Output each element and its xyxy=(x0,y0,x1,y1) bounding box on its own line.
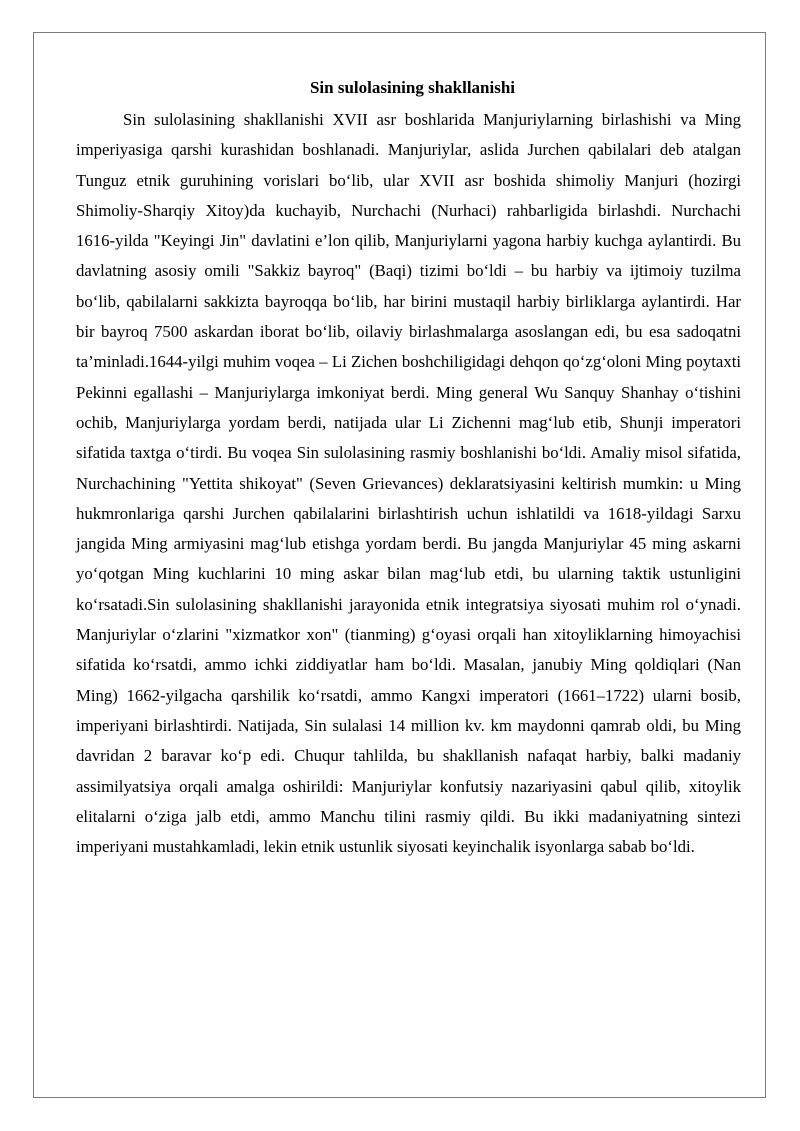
document-title: Sin sulolasining shakllanishi xyxy=(309,78,516,97)
document-body-paragraph: Sin sulolasining shakllanishi XVII asr boshlarida Manjuriylarning birlashishi va Ming imperiyasiga qarshi kurashidan boshlanadi. Manjuriylar, aslida Jurchen qabilalari deb atalgan Tunguz etnik guruhining vorislari bo‘lib, ular XVII asr boshida shimoliy Manjuri (hozirgi Shimoliy-Sharqiy Xitoy)da kuchayib, Nurchachi (Nurhaci) rahbarligida birlashdi. Nurchachi 1616-yilda "Keyingi Jin" davlatini e’lon qilib, Manjuriylarni yagona harbiy kuchga aylantirdi. Bu davlatning asosiy omili "Sakkiz bayroq" (Baqi) tizimi bo‘ldi – bu harbiy va ijtimoiy tuzilma bo‘lib, qabilalarni sakkizta bayroqqa bo‘lib, har birini mustaqil harbiy birliklarga aylantirdi. Har bir bayroq 7500 askardan iborat bo‘lib, oilaviy birlashmalarga asoslangan edi, bu esa sadoqatni ta’minladi.1644-yilgi muhim voqea – Li Zichen boshchiligidagi dehqon qo‘zg‘oloni Ming poytaxti Pekinni egallashi – Manjuriylarga imkoniyat berdi. Ming general Wu Sanquy Shanhay o‘tishini ochib, Manjuriylarga yordam berdi, natijada ular Li Zichenni mag‘lub etib, Shunji imperatori sifatida taxtga o‘tirdi. Bu voqea Sin sulolasining rasmiy boshlanishi bo‘ldi. Amaliy misol sifatida, Nurchachining "Yettita shikoyat" (Seven Grievances) deklaratsiyasini keltirish mumkin: u Ming hukmronlariga qarshi Jurchen qabilalarini birlashtirish uchun ishlatildi va 1618-yildagi Sarxu jangida Ming armiyasini mag‘lub etishga yordam berdi. Bu jangda Manjuriylar 45 ming askarni yo‘qotgan Ming kuchlarini 10 ming askar bilan mag‘lub etdi, bu ularning taktik ustunligini ko‘rsatadi.Sin sulolasining shakllanishi jarayonida etnik integratsiya siyosati muhim rol o‘ynadi. Manjuriylar o‘zlarini "xizmatkor xon" (tianming) g‘oyasi orqali han xitoyliklarning himoyachisi sifatida ko‘rsatdi, ammo ichki ziddiyatlar ham bo‘ldi. Masalan, janubiy Ming qoldiqlari (Nan Ming) 1662-yilgacha qarshilik ko‘rsatdi, ammo Kangxi imperatori (1661–1722) ularni bosib, imperiyani birlashtirdi. Natijada, Sin sulalasi 14 million kv. km maydonni qamrab oldi, bu Ming davridan 2 baravar ko‘p edi. Chuqur tahlilda, bu shakllanish nafaqat harbiy, balki madaniy assimilyatsiya orqali amalga oshirildi: Manjuriylar konfutsiy nazariyasini qabul qilib, xitoylik elitalarni o‘ziga jalb etdi, ammo Manchu tilini rasmiy qildi. Bu ikki madaniyatning sintezi imperiyani mustahkamladi, lekin etnik ustunlik siyosati keyinchalik isyonlarga sabab bo‘ldi. xyxy=(76,110,741,857)
document-content xyxy=(76,74,741,862)
